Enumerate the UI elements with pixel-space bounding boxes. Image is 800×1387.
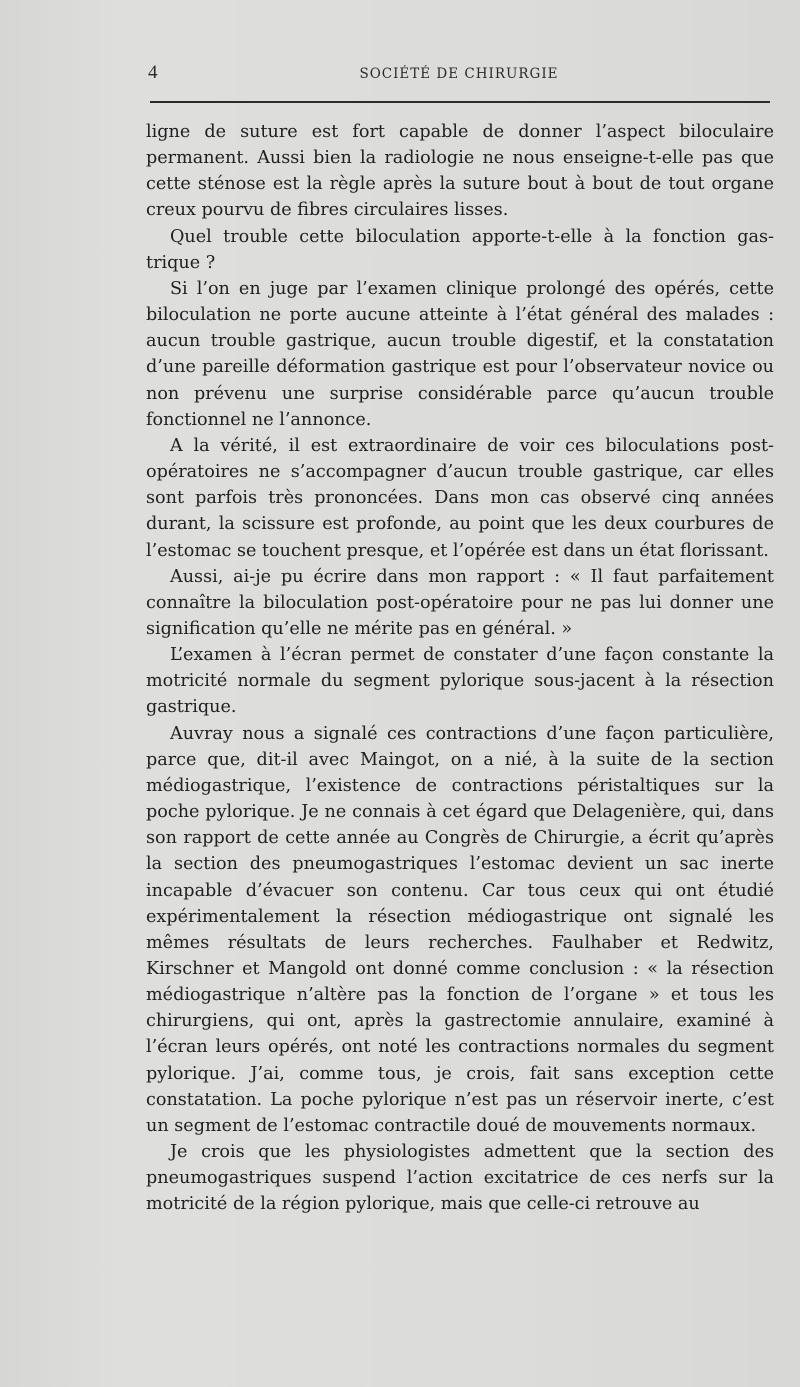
running-title: SOCIÉTÉ DE CHIRURGIE (359, 66, 559, 82)
paragraph-2: Quel trouble cette biloculation apporte-t-elle à la fonction gastrique ? (146, 226, 774, 273)
page-number: 4 (148, 62, 158, 83)
paragraph-1: ligne de suture est fort capable de donner l’aspect biloculaire permanent. Aussi bien la radiologie ne nous enseigne-t-elle pas que cette sténose est la règle après la suture bout à bout de tout organe creux pourvu de fibres circulaires lisses. (146, 122, 774, 221)
header-rule (150, 101, 770, 103)
page-header (148, 62, 770, 86)
paragraph-3: Si l’on en juge par l’examen clinique prolongé des opérés, cette biloculation ne porte aucune atteinte à l’état général des malades : aucun trouble gastrique, aucun trouble digestif, et la constatation d’une pareille déformation gastrique est pour l’observateur novice ou non prévenu une surprise considérable parce qu’aucun trouble fonctionnel ne l’annonce. (146, 278, 774, 430)
paragraph-7: Auvray nous a signalé ces contractions d’une façon particulière, parce que, dit-il avec Maingot, on a nié, à la suite de la section médiogastrique, l’existence de contractions péristaltiques sur la poche pylorique. Je ne connais à cet égard que Delagenière, qui, dans son rapport de cette année au Congrès de Chirurgie, a écrit qu’après la section des pneumogastriques l’estomac devient un sac inerte incapable d’évacuer son contenu. Car tous ceux qui ont étudié expérimentalement la résection médiogastrique ont signalé les mêmes résultats de leurs recherches. Faulhaber et Redwitz, Kirschner et Mangold ont donné comme conclusion : « la résection médiogastrique n’altère pas la fonction de l’organe » et tous les chirurgiens, qui ont, après la gastrectomie annulaire, examiné à l’écran leurs opérés, ont noté les contractions normales du segment pylorique. J’ai, comme tous, je crois, fait sans exception cette constatation. La poche pylorique n’est pas un réservoir inerte, c’est un segment de l’estomac contractile doué de mouvements normaux. (146, 723, 774, 1136)
paragraph-6: L’examen à l’écran permet de constater d’une façon constante la motricité normale du segment pylorique sous-jacent à la résection gastrique. (146, 645, 774, 718)
paragraph-4: A la vérité, il est extraordinaire de voir ces biloculations postopératoires ne s’accompagner d’aucun trouble gastrique, car elles sont parfois très prononcées. Dans mon cas observé cinq années durant, la scissure est profonde, au point que les deux courbures de l’estomac se touchent presque, et l’opérée est dans un état florissant. (146, 435, 774, 561)
paragraph-5: Aussi, ai-je pu écrire dans mon rapport : « Il faut parfaitement connaître la biloculation post-opératoire pour ne pas lui donner une signification qu’elle ne mérite pas en général. » (146, 566, 774, 639)
body-text (146, 119, 774, 1218)
paragraph-8: Je crois que les physiologistes admettent que la section des pneumogastriques suspend l’action excitatrice de ces nerfs sur la motricité de la région pylorique, mais que celle-ci retrouve au (146, 1142, 774, 1215)
